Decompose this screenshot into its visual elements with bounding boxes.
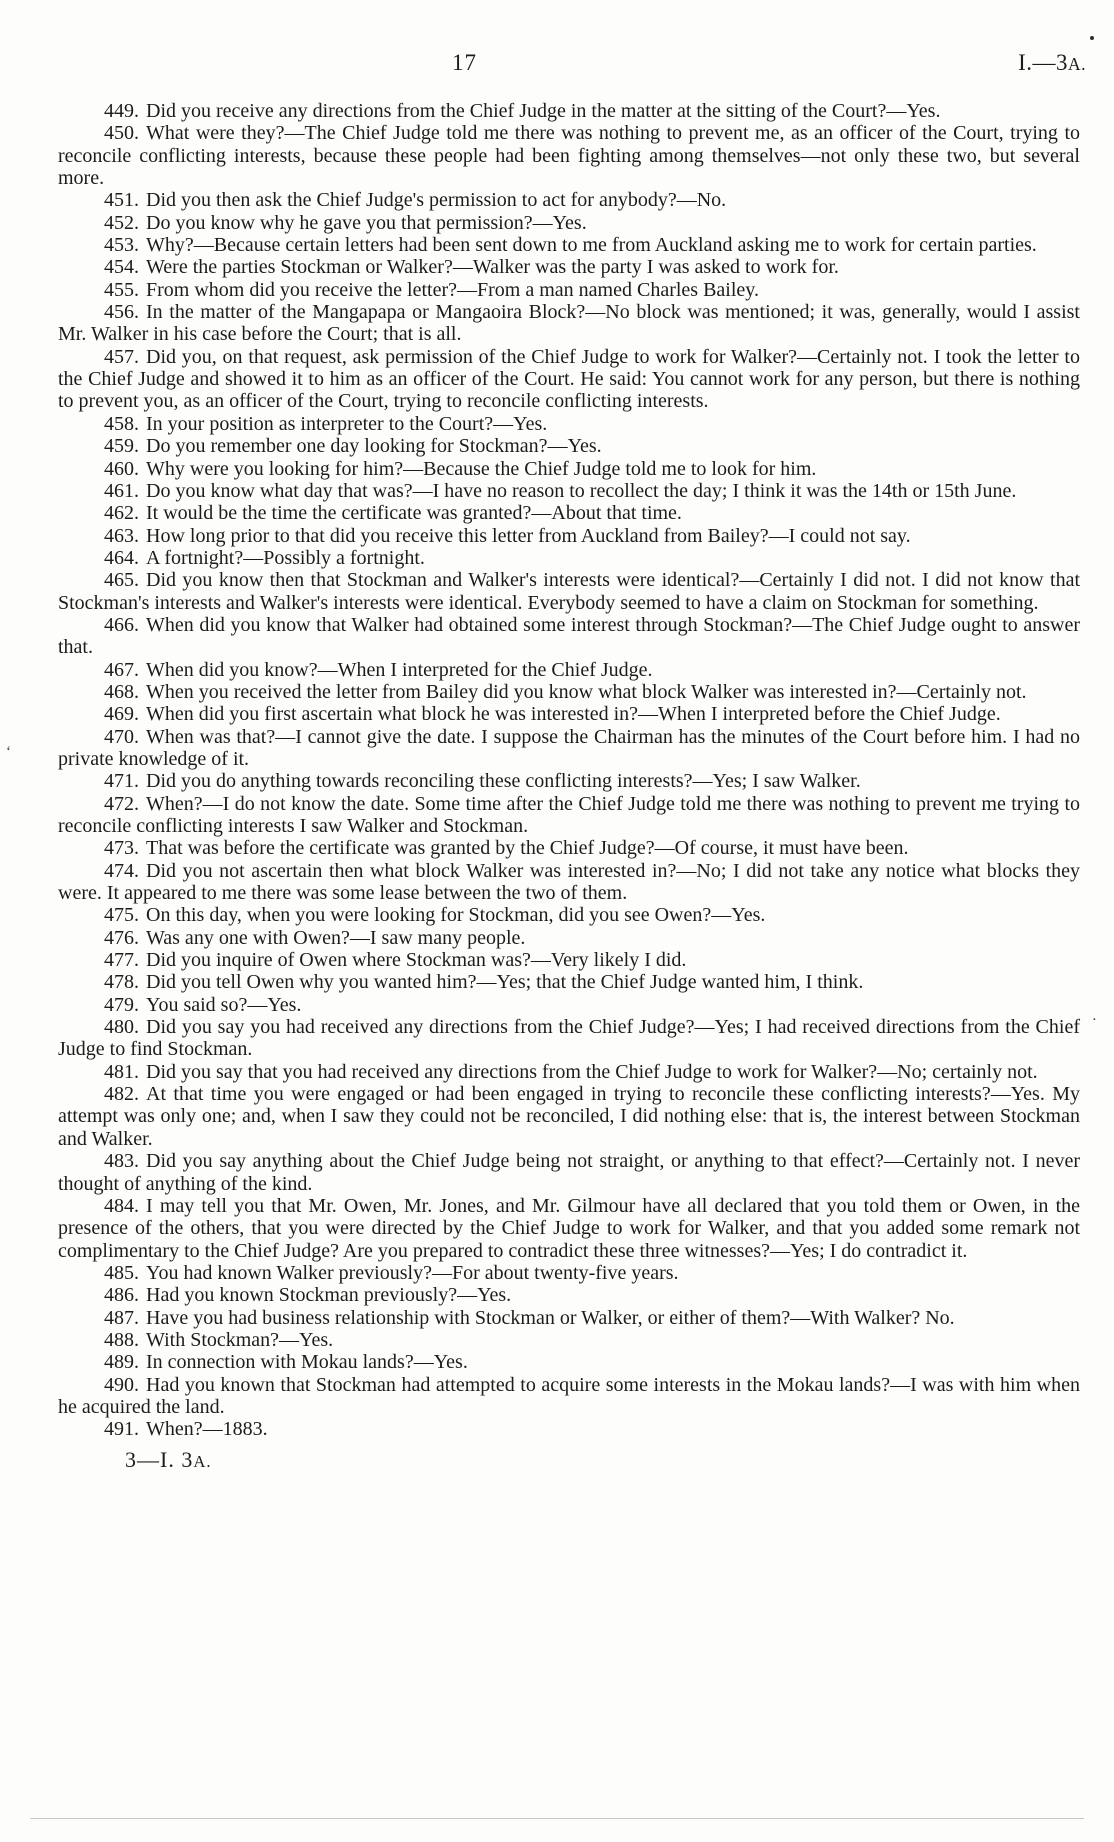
question-number: 487.	[104, 1306, 139, 1329]
qa-text: That was before the certificate was granted by the Chief Judge?—Of course, it must have been.	[146, 837, 909, 860]
question-number: 451.	[104, 189, 139, 212]
qa-paragraph	[58, 547, 1080, 569]
qa-text: A fortnight?—Possibly a fortnight.	[146, 546, 425, 569]
question-number: 486.	[104, 1284, 139, 1307]
qa-text: Do you remember one day looking for Stockman?—Yes.	[146, 435, 602, 458]
qa-text: When did you know that Walker had obtained some interest through Stockman?—The Chief Judge ought to answer that.	[58, 613, 1080, 659]
question-number: 491.	[104, 1418, 139, 1441]
qa-paragraph	[58, 413, 1080, 435]
qa-text: Did you say that you had received any directions from the Chief Judge to work for Walker?—No; certainly not.	[146, 1060, 1038, 1083]
question-number: 449.	[104, 100, 139, 122]
qa-paragraph	[58, 502, 1080, 524]
qa-paragraph	[58, 904, 1080, 926]
qa-text: Have you had business relationship with Stockman or Walker, or either of them?—With Walker? No.	[146, 1306, 955, 1329]
qa-paragraph	[58, 1418, 1080, 1440]
qa-paragraph	[58, 726, 1080, 771]
question-number: 478.	[104, 971, 139, 994]
qa-text: Do you know why he gave you that permission?—Yes.	[146, 211, 587, 234]
question-number: 460.	[104, 457, 139, 480]
qa-paragraph	[58, 1284, 1080, 1306]
qa-paragraph	[58, 1150, 1080, 1195]
qa-text: Why were you looking for him?—Because the Chief Judge told me to look for him.	[146, 457, 817, 480]
question-number: 477.	[104, 949, 139, 972]
question-number: 489.	[104, 1351, 139, 1374]
question-number: 463.	[104, 524, 139, 547]
qa-text: Had you known that Stockman had attempted to acquire some interests in the Mokau lands?—I was with him when he acquired the land.	[58, 1373, 1080, 1418]
qa-paragraph	[58, 614, 1080, 659]
qa-paragraph	[58, 1083, 1080, 1150]
scan-artifact-mark: ⋅	[1092, 1013, 1097, 1028]
question-number: 488.	[104, 1328, 139, 1351]
question-number: 482.	[104, 1083, 139, 1106]
qa-paragraph	[58, 860, 1080, 905]
qa-text: Do you know what day that was?—I have no reason to recollect the day; I think it was the 14th or 15th June.	[146, 479, 1017, 502]
qa-text: Why?—Because certain letters had been sent down to me from Auckland asking me to work for certain parties.	[146, 234, 1037, 257]
qa-paragraph	[58, 189, 1080, 211]
qa-paragraph	[58, 212, 1080, 234]
question-number: 452.	[104, 211, 139, 234]
question-number: 481.	[104, 1060, 139, 1083]
qa-paragraph	[58, 1374, 1080, 1419]
qa-paragraph	[58, 949, 1080, 971]
qa-text: With Stockman?—Yes.	[146, 1328, 334, 1351]
doc-reference-main: I.—3	[1018, 50, 1069, 75]
qa-text: You had known Walker previously?—For about twenty-five years.	[146, 1261, 679, 1284]
question-number: 459.	[104, 435, 139, 458]
qa-text: I may tell you that Mr. Owen, Mr. Jones, and Mr. Gilmour have all declared that you told them or Owen, in the presence of the others, that you were directed by the Chief Judge to work for Walker, and that you added some remark not complimentary to the Chief Judge? Are you prepared to contradict these three witnesses?—Yes; I do contradict it.	[58, 1194, 1080, 1262]
qa-text: In the matter of the Mangapapa or Mangaoira Block?—No block was mentioned; it was, generally, would I assist Mr. Walker in his case before the Court; that is all.	[58, 301, 1080, 346]
question-number: 469.	[104, 703, 139, 726]
qa-paragraph	[58, 256, 1080, 278]
bottom-rule-divider	[30, 1818, 1084, 1819]
qa-paragraph	[58, 458, 1080, 480]
qa-text: Did you say anything about the Chief Judge being not straight, or anything to that effect?—Certainly not. I never thought of anything of the kind.	[58, 1150, 1080, 1195]
qa-text: When was that?—I cannot give the date. I suppose the Chairman has the minutes of the Court before him. I had no private knowledge of it.	[58, 725, 1080, 770]
doc-reference-suffix: A.	[1068, 54, 1086, 74]
question-number: 458.	[104, 412, 139, 435]
qa-paragraph	[58, 994, 1080, 1016]
qa-paragraph	[58, 770, 1080, 792]
qa-text: Were the parties Stockman or Walker?—Walker was the party I was asked to work for.	[146, 256, 839, 279]
question-number: 471.	[104, 770, 139, 793]
question-number: 466.	[104, 613, 139, 636]
question-number: 462.	[104, 502, 139, 525]
qa-paragraph	[58, 279, 1080, 301]
qa-text: What were they?—The Chief Judge told me there was nothing to prevent me, as an officer of the Court, trying to reconcile conflicting interests, because these people had been fighting among themselves—not only these two, but several more.	[58, 122, 1080, 190]
page-number: 17	[452, 50, 477, 75]
question-number: 454.	[104, 256, 139, 279]
qa-text: At that time you were engaged or had been engaged in trying to reconcile these conflicting interests?—Yes. My attempt was only one; and, when I saw they could not be reconciled, I did nothing else: that is, the interest between Stockman and Walker.	[58, 1083, 1080, 1150]
qa-paragraph	[58, 927, 1080, 949]
footer-imprint	[125, 1447, 1114, 1473]
question-number: 456.	[104, 301, 139, 324]
question-number: 455.	[104, 278, 139, 301]
qa-text: Did you say you had received any directions from the Chief Judge?—Yes; I had received directions from the Chief Judge to find Stockman.	[58, 1016, 1080, 1061]
qa-paragraph	[58, 480, 1080, 502]
footer-imprint-main: 3—I. 3	[125, 1446, 194, 1472]
qa-paragraph	[58, 1329, 1080, 1351]
question-number: 464.	[104, 546, 139, 569]
qa-text: Did you know then that Stockman and Walker's interests were identical?—Certainly I did not. I did not know that Stockman's interests and Walker's interests were identical. Everybody seemed to have a claim on Stockman for something.	[58, 569, 1080, 614]
qa-list	[58, 100, 1080, 1441]
question-number: 457.	[104, 345, 139, 368]
question-number: 465.	[104, 569, 139, 592]
question-number: 490.	[104, 1373, 139, 1396]
question-number: 474.	[104, 859, 139, 882]
question-number: 470.	[104, 725, 139, 748]
qa-text: In your position as interpreter to the Court?—Yes.	[146, 412, 548, 435]
qa-text: It would be the time the certificate was granted?—About that time.	[146, 502, 682, 525]
question-number: 472.	[104, 792, 139, 815]
qa-text: Did you inquire of Owen where Stockman was?—Very likely I did.	[146, 949, 687, 972]
qa-paragraph	[58, 1351, 1080, 1373]
qa-text: In connection with Mokau lands?—Yes.	[146, 1351, 468, 1374]
qa-text: When?—1883.	[146, 1418, 268, 1441]
question-number: 485.	[104, 1261, 139, 1284]
qa-paragraph	[58, 1307, 1080, 1329]
qa-paragraph	[58, 525, 1080, 547]
qa-text: Did you then ask the Chief Judge's permission to act for anybody?—No.	[146, 189, 727, 212]
question-number: 467.	[104, 658, 139, 681]
qa-paragraph	[58, 681, 1080, 703]
question-number: 461.	[104, 479, 139, 502]
qa-paragraph	[58, 793, 1080, 838]
qa-paragraph	[58, 1016, 1080, 1061]
qa-paragraph	[58, 1262, 1080, 1284]
question-number: 479.	[104, 993, 139, 1016]
qa-paragraph	[58, 122, 1080, 189]
question-number: 453.	[104, 234, 139, 257]
qa-text: On this day, when you were looking for Stockman, did you see Owen?—Yes.	[146, 904, 766, 927]
qa-text: Did you receive any directions from the Chief Judge in the matter at the sitting of the Court?—Yes.	[146, 100, 941, 122]
question-number: 468.	[104, 680, 139, 703]
qa-paragraph	[58, 234, 1080, 256]
question-number: 483.	[104, 1150, 139, 1173]
question-number: 484.	[104, 1194, 139, 1217]
qa-paragraph	[58, 100, 1080, 122]
qa-text: Had you known Stockman previously?—Yes.	[146, 1284, 512, 1307]
qa-text: When?—I do not know the date. Some time after the Chief Judge told me there was nothing to prevent me trying to reconcile conflicting interests I saw Walker and Stockman.	[58, 792, 1080, 837]
footer-imprint-suffix: A.	[193, 1451, 212, 1471]
page-header	[0, 50, 1114, 78]
question-number: 476.	[104, 926, 139, 949]
qa-text: Was any one with Owen?—I saw many people.	[146, 926, 526, 949]
qa-text: Did you not ascertain then what block Walker was interested in?—No; I did not take any notice what blocks they were. It appeared to me there was some lease between the two of them.	[58, 859, 1080, 905]
qa-paragraph	[58, 346, 1080, 413]
qa-paragraph	[58, 301, 1080, 346]
qa-paragraph	[58, 569, 1080, 614]
doc-reference	[1018, 50, 1086, 76]
qa-paragraph	[58, 435, 1080, 457]
qa-paragraph	[58, 1195, 1080, 1262]
qa-text: Did you do anything towards reconciling these conflicting interests?—Yes; I saw Walker.	[146, 770, 861, 793]
scan-artifact-tick: ‘	[6, 744, 11, 760]
qa-paragraph	[58, 837, 1080, 859]
qa-text: When did you know?—When I interpreted for the Chief Judge.	[146, 658, 653, 681]
qa-text: Did you tell Owen why you wanted him?—Yes; that the Chief Judge wanted him, I think.	[146, 971, 864, 994]
qa-text: Did you, on that request, ask permission of the Chief Judge to work for Walker?—Certainly not. I took the letter to the Chief Judge and showed it to him as an officer of the Court. He said: You cannot work for any person, but there is nothing to prevent you, as an officer of the Court, trying to reconcile conflicting interests.	[58, 345, 1080, 413]
qa-paragraph	[58, 703, 1080, 725]
scan-artifact-dot	[1090, 36, 1094, 40]
question-number: 475.	[104, 904, 139, 927]
question-number: 473.	[104, 837, 139, 860]
qa-paragraph	[58, 659, 1080, 681]
qa-text: When you received the letter from Bailey did you know what block Walker was interested in?—Certainly not.	[146, 680, 1027, 703]
qa-text: From whom did you receive the letter?—From a man named Charles Bailey.	[146, 278, 759, 301]
question-number: 480.	[104, 1016, 139, 1039]
question-number: 450.	[104, 122, 139, 145]
qa-text: When did you first ascertain what block he was interested in?—When I interpreted before the Chief Judge.	[146, 703, 1001, 726]
qa-paragraph	[58, 971, 1080, 993]
qa-text: How long prior to that did you receive this letter from Auckland from Bailey?—I could not say.	[146, 524, 911, 547]
qa-text: You said so?—Yes.	[146, 993, 302, 1016]
qa-paragraph	[58, 1061, 1080, 1083]
